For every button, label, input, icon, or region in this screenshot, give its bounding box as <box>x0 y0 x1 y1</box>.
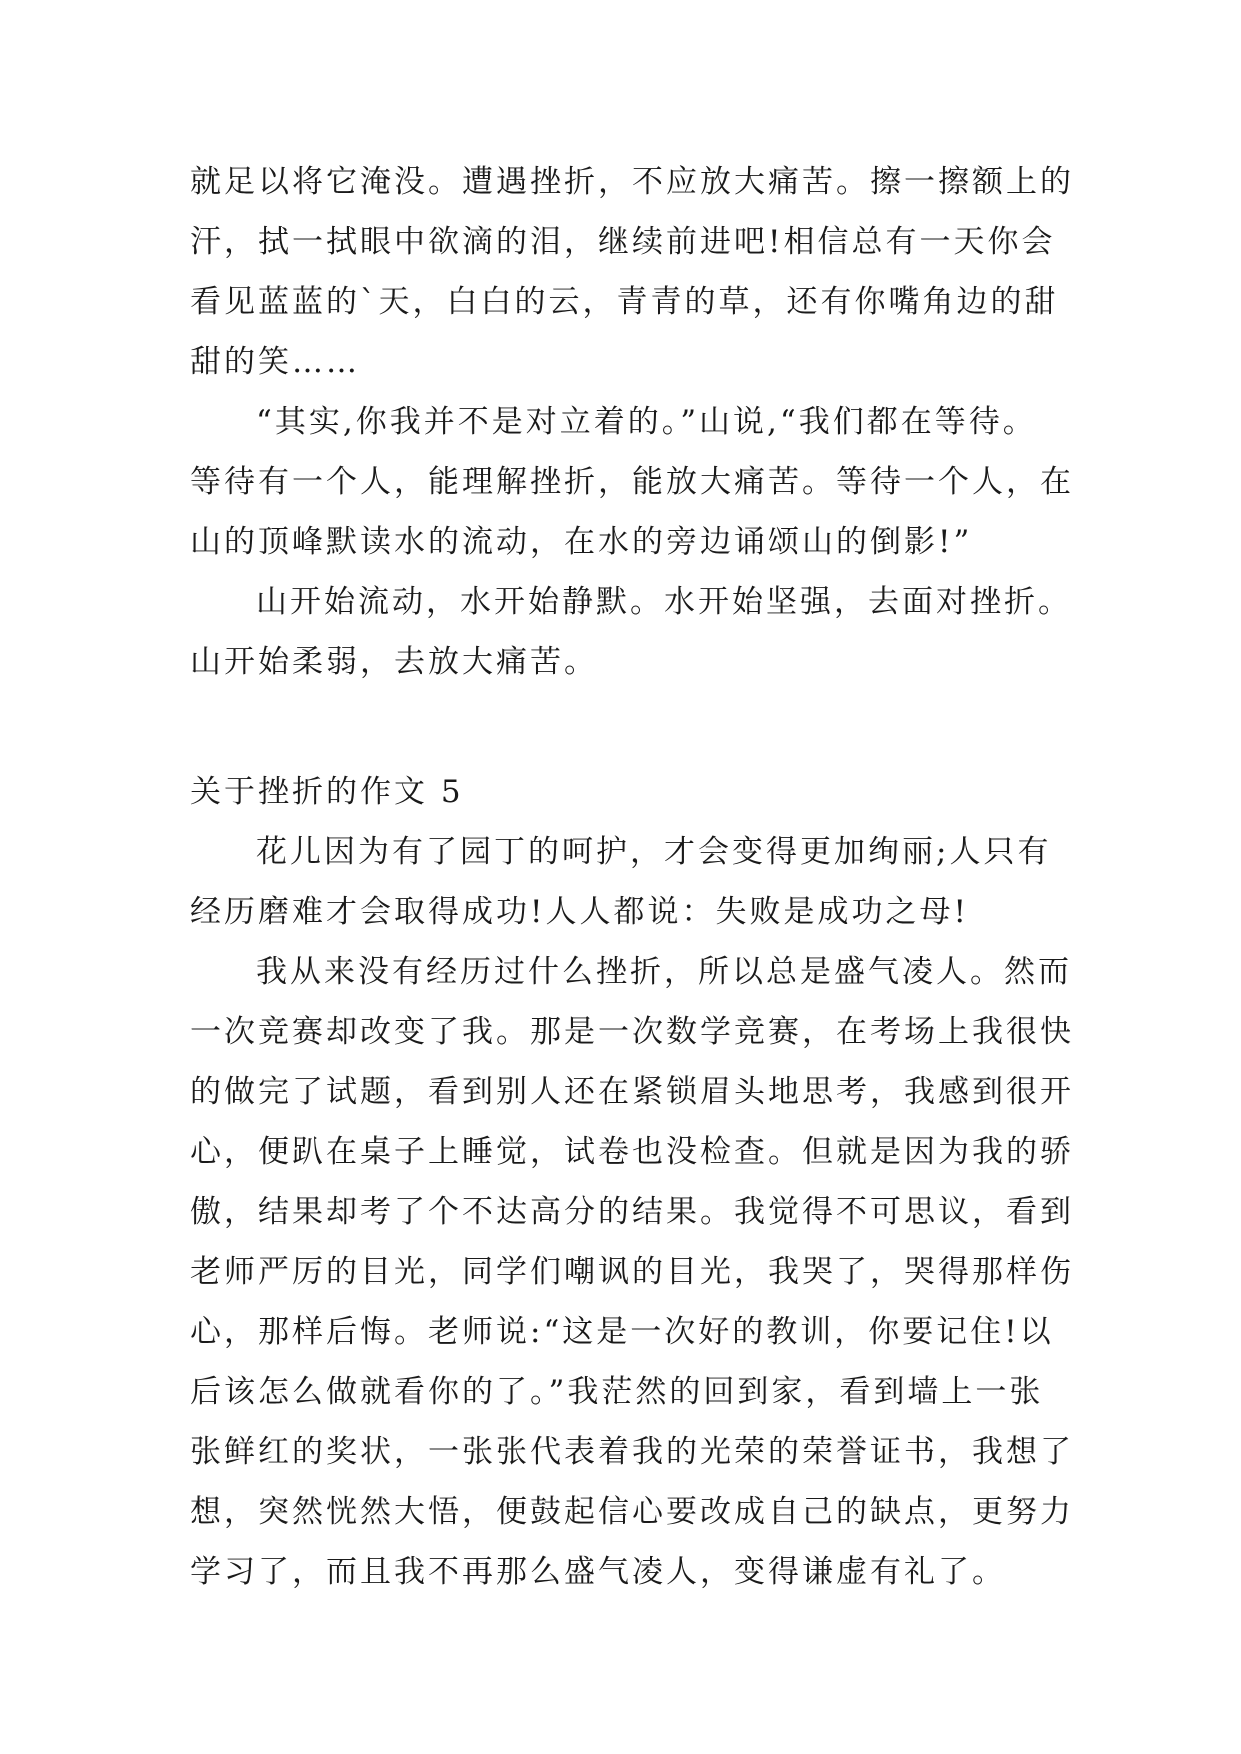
text-line: 甜的笑…… <box>190 344 360 380</box>
paragraph-story <box>190 942 1074 1602</box>
text-line: 经历磨难才会取得成功!人人都说：失败是成功之母! <box>190 894 969 930</box>
text-line: 一次竞赛却改变了我。那是一次数学竞赛，在考场上我很快 <box>190 1014 1074 1050</box>
text-line: 山的顶峰默读水的流动，在水的旁边诵颂山的倒影!” <box>190 524 973 560</box>
document-body <box>190 152 1074 1602</box>
text-line: 傲，结果却考了个不达高分的结果。我觉得不可思议，看到 <box>190 1194 1074 1230</box>
text-line: 心，便趴在桌子上睡觉，试卷也没检查。但就是因为我的骄 <box>190 1134 1074 1170</box>
text-line: 后该怎么做就看你的了。”我茫然的回到家，看到墙上一张 <box>190 1374 1044 1410</box>
text-line: 等待有一个人，能理解挫折，能放大痛苦。等待一个人，在 <box>190 464 1074 500</box>
text-line: 看见蓝蓝的`天，白白的云，青青的草，还有你嘴角边的甜 <box>190 284 1059 320</box>
text-line: 山开始流动，水开始静默。水开始坚强，去面对挫折。 <box>256 584 1072 620</box>
section-heading: 关于挫折的作文 5 <box>190 774 464 810</box>
text-line: 山开始柔弱，去放大痛苦。 <box>190 644 598 680</box>
text-line: 就足以将它淹没。遭遇挫折，不应放大痛苦。擦一擦额上的 <box>190 164 1074 200</box>
text-line: 张鲜红的奖状，一张张代表着我的光荣的荣誉证书，我想了 <box>190 1434 1074 1470</box>
text-line: “其实,你我并不是对立着的。”山说,“我们都在等待。 <box>256 404 1037 440</box>
text-line: 老师严厉的目光，同学们嘲讽的目光，我哭了，哭得那样伤 <box>190 1254 1074 1290</box>
text-line: 我从来没有经历过什么挫折，所以总是盛气凌人。然而 <box>256 954 1072 990</box>
paragraph-mountain-speech <box>190 392 1074 572</box>
text-line: 学习了，而且我不再那么盛气凌人，变得谦虚有礼了。 <box>190 1554 1006 1590</box>
section-spacer <box>190 692 1070 762</box>
text-line: 汗，拭一拭眼中欲滴的泪，继续前进吧!相信总有一天你会 <box>190 224 1056 260</box>
paragraph-continuation <box>190 152 1074 392</box>
text-line: 花儿因为有了园丁的呵护，才会变得更加绚丽;人只有 <box>256 834 1052 870</box>
paragraph-intro <box>190 822 1070 942</box>
text-line: 心，那样后悔。老师说:“这是一次好的教训，你要记住!以 <box>190 1314 1054 1350</box>
text-line: 的做完了试题，看到别人还在紧锁眉头地思考，我感到很开 <box>190 1074 1074 1110</box>
text-line: 想，突然恍然大悟，便鼓起信心要改成自己的缺点，更努力 <box>190 1494 1074 1530</box>
paragraph-mountain-water <box>190 572 1070 692</box>
